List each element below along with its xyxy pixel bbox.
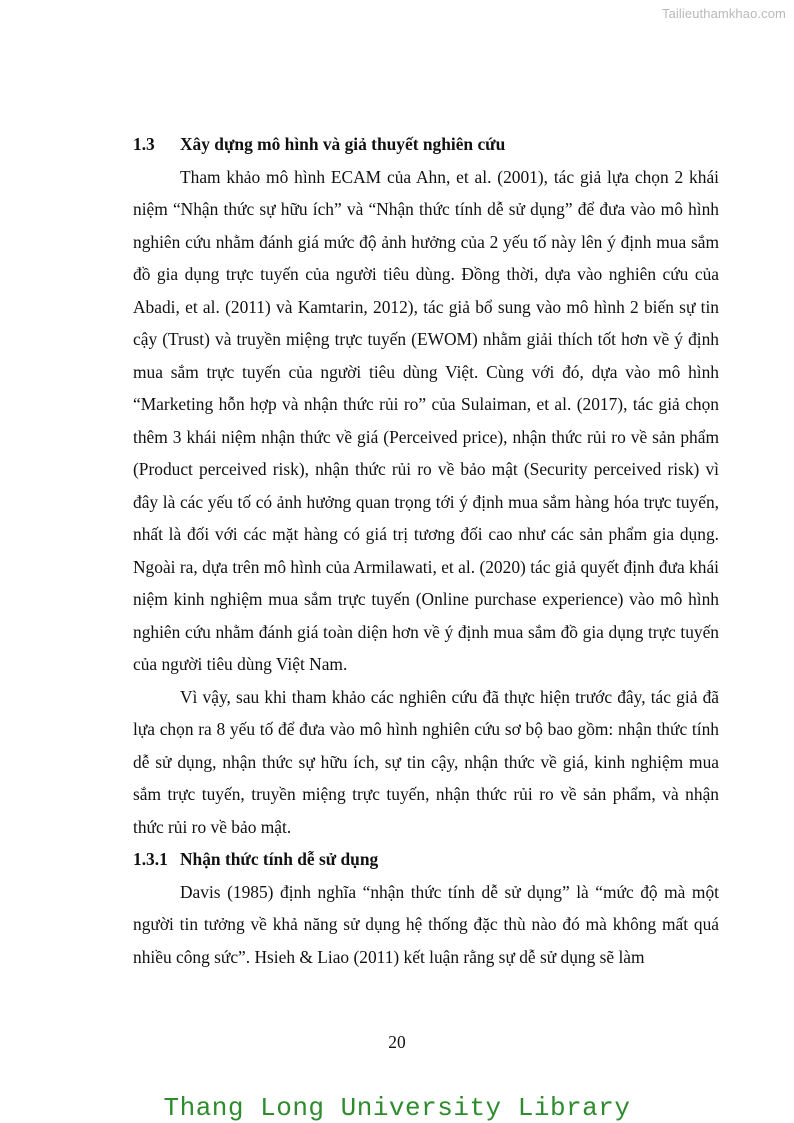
section-title: Xây dựng mô hình và giả thuyết nghiên cứu — [180, 134, 506, 154]
section-number: 1.3 — [133, 134, 155, 154]
subsection-title: Nhận thức tính dễ sử dụng — [180, 849, 379, 869]
section-heading — [133, 128, 719, 161]
paragraph: Davis (1985) định nghĩa “nhận thức tính dễ sử dụng” là “mức độ mà một người tin tưởng về khả năng sử dụng hệ thống đặc thù nào đó mà không mất quá nhiều công sức”. Hsieh & Liao (2011) kết luận rằng sự dễ sử dụng sẽ làm — [133, 881, 719, 967]
watermark-text: Tailieuthamkhao.com — [661, 6, 786, 21]
library-footer: Thang Long University Library — [163, 1093, 631, 1123]
subsection-heading — [133, 843, 719, 876]
page-number: 20 — [388, 1032, 406, 1052]
subsection-number: 1.3.1 — [133, 849, 168, 869]
paragraph: Vì vậy, sau khi tham khảo các nghiên cứu đã thực hiện trước đây, tác giả đã lựa chọn ra 8 yếu tố để đưa vào mô hình nghiên cứu sơ bộ bao gồm: nhận thức tính dễ sử dụng, nhận thức sự hữu ích, sự tin cậy, nhận thức về giá, kinh nghiệm mua sắm trực tuyến, truyền miệng trực tuyến, nhận thức rủi ro về sản phẩm, và nhận thức rủi ro về bảo mật. — [133, 686, 719, 837]
document-body — [133, 128, 719, 973]
paragraph: Tham khảo mô hình ECAM của Ahn, et al. (2001), tác giả lựa chọn 2 khái niệm “Nhận thức sự hữu ích” và “Nhận thức tính dễ sử dụng” để đưa vào mô hình nghiên cứu nhằm đánh giá mức độ ảnh hưởng của 2 yếu tố này lên ý định mua sắm đồ gia dụng trực tuyến của người tiêu dùng. Đồng thời, dựa vào nghiên cứu của Abadi, et al. (2011) và Kamtarin, 2012), tác giả bổ sung vào mô hình 2 biến sự tin cậy (Trust) và truyền miệng trực tuyến (EWOM) nhằm giải thích tốt hơn về ý định mua sắm trực tuyến của người tiêu dùng Việt. Cùng với đó, dựa vào mô hình “Marketing hỗn hợp và nhận thức rủi ro” của Sulaiman, et al. (2017), tác giả chọn thêm 3 khái niệm nhận thức về giá (Perceived price), nhận thức rủi ro về sản phẩm (Product perceived risk), nhận thức rủi ro về bảo mật (Security perceived risk) vì đây là các yếu tố có ảnh hưởng quan trọng tới ý định mua sắm hàng hóa trực tuyến, nhất là đối với các mặt hàng có giá trị tương đối cao như các sản phẩm gia dụng. Ngoài ra, dựa trên mô hình của Armilawati, et al. (2020) tác giả quyết định đưa khái niệm kinh nghiệm mua sắm trực tuyến (Online purchase experience) vào mô hình nghiên cứu nhằm đánh giá toàn diện hơn về ý định mua sắm đồ gia dụng trực tuyến của người tiêu dùng Việt Nam. — [133, 166, 719, 674]
